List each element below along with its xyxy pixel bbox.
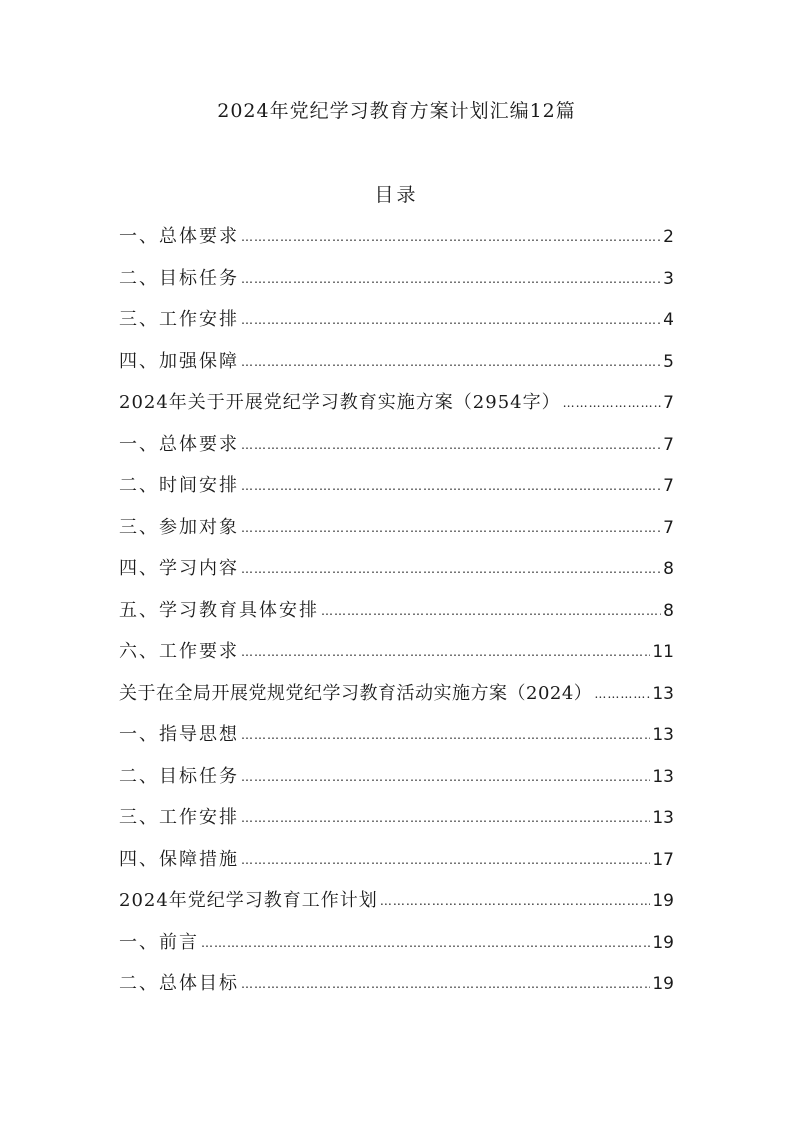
toc-leader-dots — [241, 969, 650, 999]
toc-entry-label: 二、目标任务 — [119, 267, 239, 289]
toc-entry-page: 5 — [663, 351, 674, 372]
toc-entry[interactable] — [119, 969, 674, 1011]
toc-entry-label: 一、指导思想 — [119, 724, 239, 745]
toc-entry[interactable] — [119, 679, 674, 721]
toc-entry-label: 二、目标任务 — [119, 765, 239, 787]
toc-entry-label: 三、参加对象 — [119, 516, 239, 538]
toc-entry-label: 四、加强保障 — [119, 350, 239, 372]
toc-entry-label: 关于在全局开展党规党纪学习教育活动实施方案（2024） — [119, 682, 593, 704]
toc-leader-dots — [241, 845, 650, 875]
toc-leader-dots — [241, 264, 661, 294]
toc-entry-label: 一、总体要求 — [119, 433, 239, 455]
toc-entry-page: 4 — [663, 310, 674, 330]
toc-leader-dots — [241, 803, 650, 833]
toc-entry-page: 13 — [652, 808, 674, 828]
toc-entry-page: 7 — [663, 393, 674, 413]
toc-entry-label: 三、工作安排 — [119, 807, 239, 828]
toc-entry[interactable] — [119, 803, 674, 845]
toc-entry-label: 四、学习内容 — [119, 558, 239, 579]
table-of-contents — [119, 222, 674, 1011]
toc-entry[interactable] — [119, 264, 674, 306]
toc-entry-page: 11 — [652, 642, 674, 662]
toc-leader-dots — [241, 471, 661, 501]
toc-leader-dots — [241, 430, 661, 460]
toc-entry-label: 五、学习教育具体安排 — [119, 599, 319, 621]
toc-leader-dots — [201, 928, 650, 958]
toc-entry-label: 一、总体要求 — [119, 226, 239, 247]
toc-entry-page: 13 — [652, 725, 674, 745]
toc-leader-dots — [241, 720, 650, 750]
toc-leader-dots — [594, 679, 650, 709]
toc-entry-page: 19 — [652, 932, 674, 953]
toc-entry-page: 3 — [663, 268, 674, 289]
toc-entry-page: 19 — [652, 891, 674, 911]
toc-leader-dots — [380, 886, 651, 916]
toc-leader-dots — [321, 596, 661, 626]
toc-entry[interactable] — [119, 305, 674, 347]
toc-leader-dots — [241, 305, 661, 335]
toc-entry-label: 二、时间安排 — [119, 475, 239, 496]
toc-entry[interactable] — [119, 430, 674, 472]
toc-entry-page: 8 — [663, 559, 674, 579]
toc-entry-page: 7 — [663, 517, 674, 538]
toc-leader-dots — [241, 762, 650, 792]
toc-entry[interactable] — [119, 222, 674, 264]
toc-leader-dots — [241, 554, 661, 584]
toc-leader-dots — [241, 347, 661, 377]
toc-entry[interactable] — [119, 720, 674, 762]
toc-leader-dots — [241, 513, 661, 543]
toc-entry[interactable] — [119, 886, 674, 928]
toc-heading: 目录 — [374, 184, 419, 206]
toc-entry-label: 2024年关于开展党纪学习教育实施方案（2954字） — [119, 392, 561, 413]
toc-entry[interactable] — [119, 845, 674, 887]
toc-entry-page: 19 — [652, 974, 674, 994]
toc-leader-dots — [241, 222, 661, 252]
toc-entry-page: 13 — [652, 683, 674, 704]
toc-entry-page: 7 — [663, 434, 674, 455]
toc-leader-dots — [563, 388, 662, 418]
toc-entry-label: 2024年党纪学习教育工作计划 — [119, 890, 378, 911]
toc-entry[interactable] — [119, 471, 674, 513]
toc-entry[interactable] — [119, 596, 674, 638]
document-title: 2024年党纪学习教育方案计划汇编12篇 — [217, 100, 576, 122]
toc-entry-label: 二、总体目标 — [119, 973, 239, 994]
toc-entry[interactable] — [119, 637, 674, 679]
toc-entry[interactable] — [119, 388, 674, 430]
toc-entry-page: 17 — [652, 849, 674, 870]
toc-leader-dots — [241, 637, 650, 667]
toc-entry[interactable] — [119, 554, 674, 596]
toc-entry-page: 7 — [663, 476, 674, 496]
toc-entry[interactable] — [119, 762, 674, 804]
toc-entry-page: 8 — [663, 600, 674, 621]
toc-entry-page: 13 — [652, 766, 674, 787]
toc-entry-label: 三、工作安排 — [119, 309, 239, 330]
toc-entry-page: 2 — [663, 227, 674, 247]
toc-entry[interactable] — [119, 347, 674, 389]
toc-entry-label: 四、保障措施 — [119, 848, 239, 870]
toc-entry-label: 六、工作要求 — [119, 641, 239, 662]
toc-entry-label: 一、前言 — [119, 931, 199, 953]
toc-entry[interactable] — [119, 928, 674, 970]
toc-entry[interactable] — [119, 513, 674, 555]
